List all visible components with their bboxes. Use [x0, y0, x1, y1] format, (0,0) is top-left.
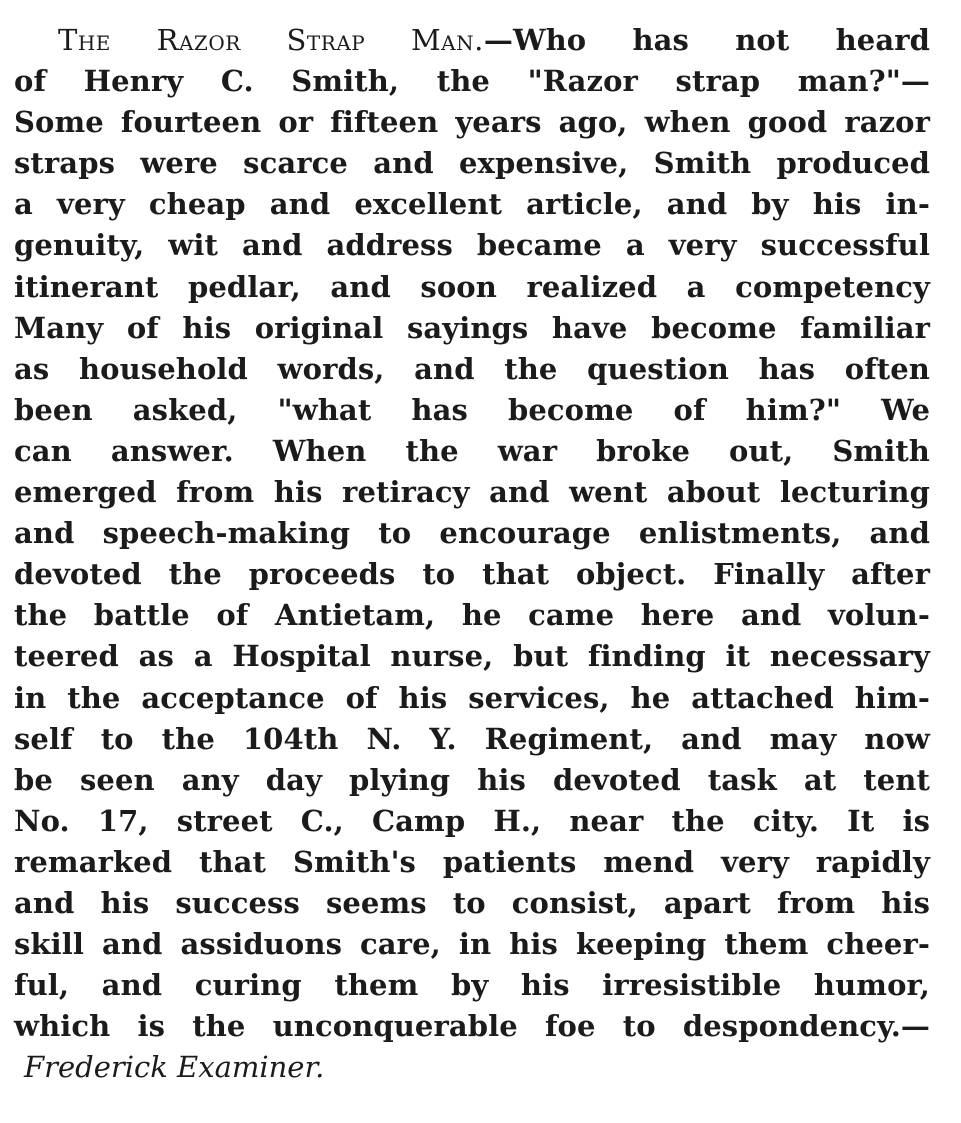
article-line-19: be seen any day plying his devoted task at tent	[14, 762, 930, 797]
article-line-18: self to the 104th N. Y. Regiment, and may now	[14, 721, 930, 756]
article-line-5: a very cheap and excellent article, and by his in-	[14, 187, 930, 222]
article-line-3: Some fourteen or fifteen years ago, when good razor	[14, 105, 930, 140]
article-line-11: can answer. When the war broke out, Smith	[14, 433, 930, 468]
article-line-8: Many of his original sayings have become familiar	[14, 310, 930, 345]
article-line-25: which is the unconquerable foe to despondency.—	[14, 1009, 930, 1044]
article-line-20: No. 17, street C., Camp H., near the city. It is	[14, 803, 930, 838]
article-line-16: teered as a Hospital nurse, but finding it necessary	[14, 639, 930, 674]
article-line-24: ful, and curing them by his irresistible humor,	[14, 968, 930, 1003]
article-line-17: in the acceptance of his services, he attached him-	[14, 680, 930, 715]
article-line-15: the battle of Antietam, he came here and volun-	[14, 598, 930, 633]
article-source: Frederick Examiner.	[24, 1050, 325, 1085]
article-line-text: —Who has not heard	[483, 23, 930, 57]
article-body	[14, 20, 930, 1088]
article-line-22: and his success seems to consist, apart from his	[14, 885, 930, 920]
article-headline: The Razor Strap Man.	[58, 23, 484, 57]
article-line-4: straps were scarce and expensive, Smith produced	[14, 146, 930, 181]
article-line-21: remarked that Smith's patients mend very rapidly	[14, 844, 930, 879]
article-line-10: been asked, "what has become of him?" We	[14, 392, 930, 427]
article-line-1	[14, 20, 930, 61]
article-line-23: skill and assiduons care, in his keeping them cheer-	[14, 927, 930, 962]
article-line-12: emerged from his retiracy and went about lecturing	[14, 475, 930, 510]
article-line-2: of Henry C. Smith, the "Razor strap man?"—	[14, 64, 930, 99]
article-line-6: genuity, wit and address became a very successful	[14, 228, 930, 263]
article-line-7: itinerant pedlar, and soon realized a competency	[14, 269, 930, 304]
article-line-14: devoted the proceeds to that object. Finally after	[14, 557, 930, 592]
article-line-9: as household words, and the question has often	[14, 351, 930, 386]
article-line-13: and speech-making to encourage enlistments, and	[14, 516, 930, 551]
